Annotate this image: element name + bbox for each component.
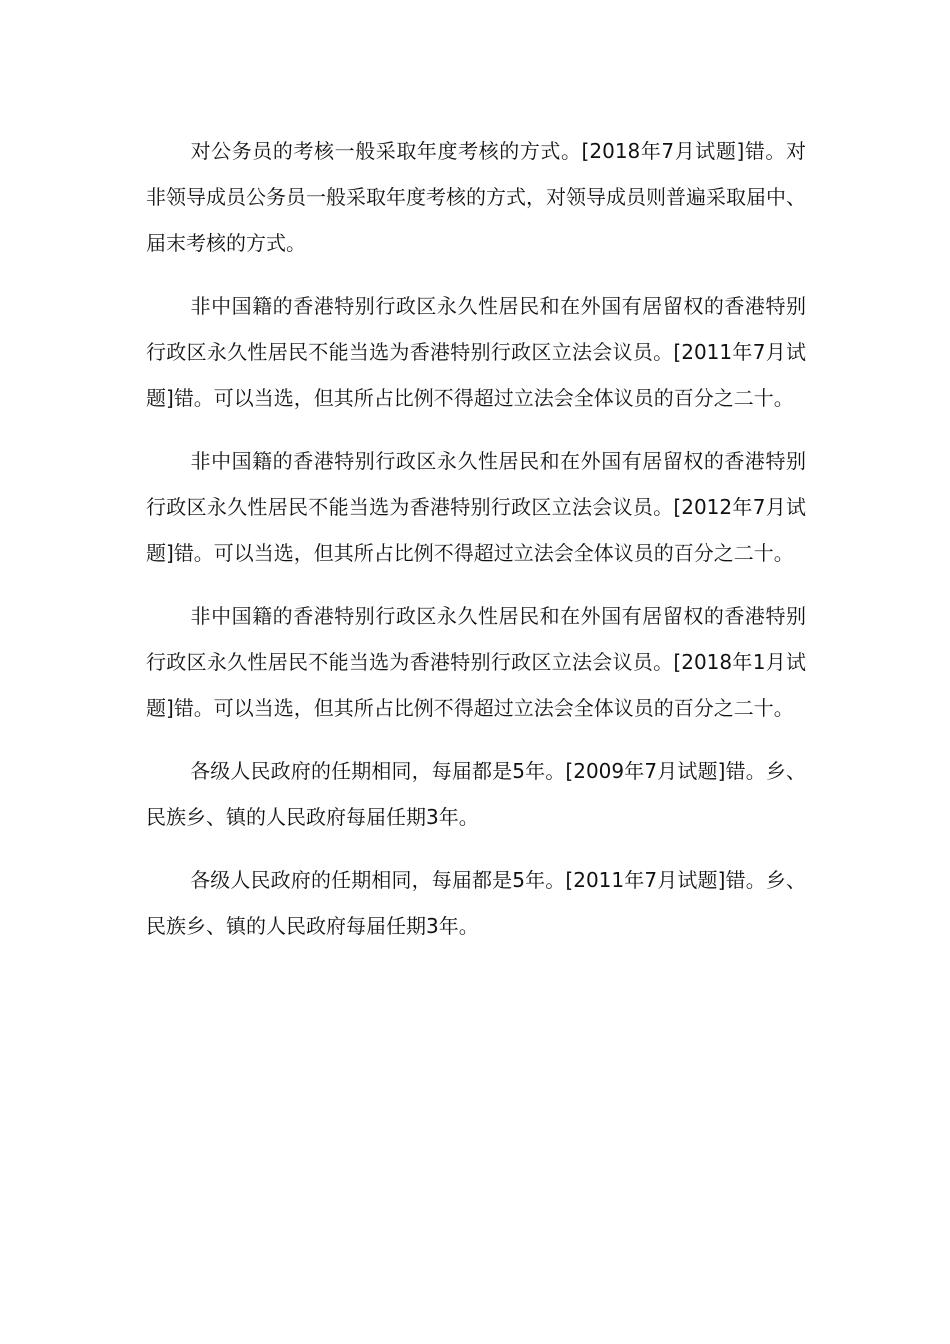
question-text: 各级人民政府的任期相同，每届都是5年。[2011年7月试题] xyxy=(190,868,726,892)
paragraph-4 xyxy=(146,593,806,731)
document-body xyxy=(146,128,806,966)
answer-text: 错。对非领导成员公务员一般采取年度考核的方式，对领导成员则普遍采取届中、届末考核的方式。 xyxy=(146,139,806,255)
paragraph-5 xyxy=(146,748,806,840)
question-text: 非中国籍的香港特别行政区永久性居民和在外国有居留权的香港特别行政区永久性居民不能当选为香港特别行政区立法会议员。[2012年7月试题] xyxy=(146,449,806,565)
question-text: 非中国籍的香港特别行政区永久性居民和在外国有居留权的香港特别行政区永久性居民不能当选为香港特别行政区立法会议员。[2018年1月试题] xyxy=(146,604,806,720)
question-text: 对公务员的考核一般采取年度考核的方式。[2018年7月试题] xyxy=(190,139,745,163)
answer-text: 错。乡、民族乡、镇的人民政府每届任期3年。 xyxy=(146,759,807,829)
answer-text: 错。乡、民族乡、镇的人民政府每届任期3年。 xyxy=(146,868,807,938)
paragraph-3 xyxy=(146,438,806,576)
answer-text: 错。可以当选，但其所占比例不得超过立法会全体议员的百分之二十。 xyxy=(173,386,794,410)
question-text: 各级人民政府的任期相同，每届都是5年。[2009年7月试题] xyxy=(190,759,726,783)
question-text: 非中国籍的香港特别行政区永久性居民和在外国有居留权的香港特别行政区永久性居民不能当选为香港特别行政区立法会议员。[2011年7月试题] xyxy=(146,294,806,410)
paragraph-2 xyxy=(146,283,806,421)
paragraph-6 xyxy=(146,857,806,949)
answer-text: 错。可以当选，但其所占比例不得超过立法会全体议员的百分之二十。 xyxy=(173,541,794,565)
paragraph-1 xyxy=(146,128,806,266)
answer-text: 错。可以当选，但其所占比例不得超过立法会全体议员的百分之二十。 xyxy=(173,696,794,720)
